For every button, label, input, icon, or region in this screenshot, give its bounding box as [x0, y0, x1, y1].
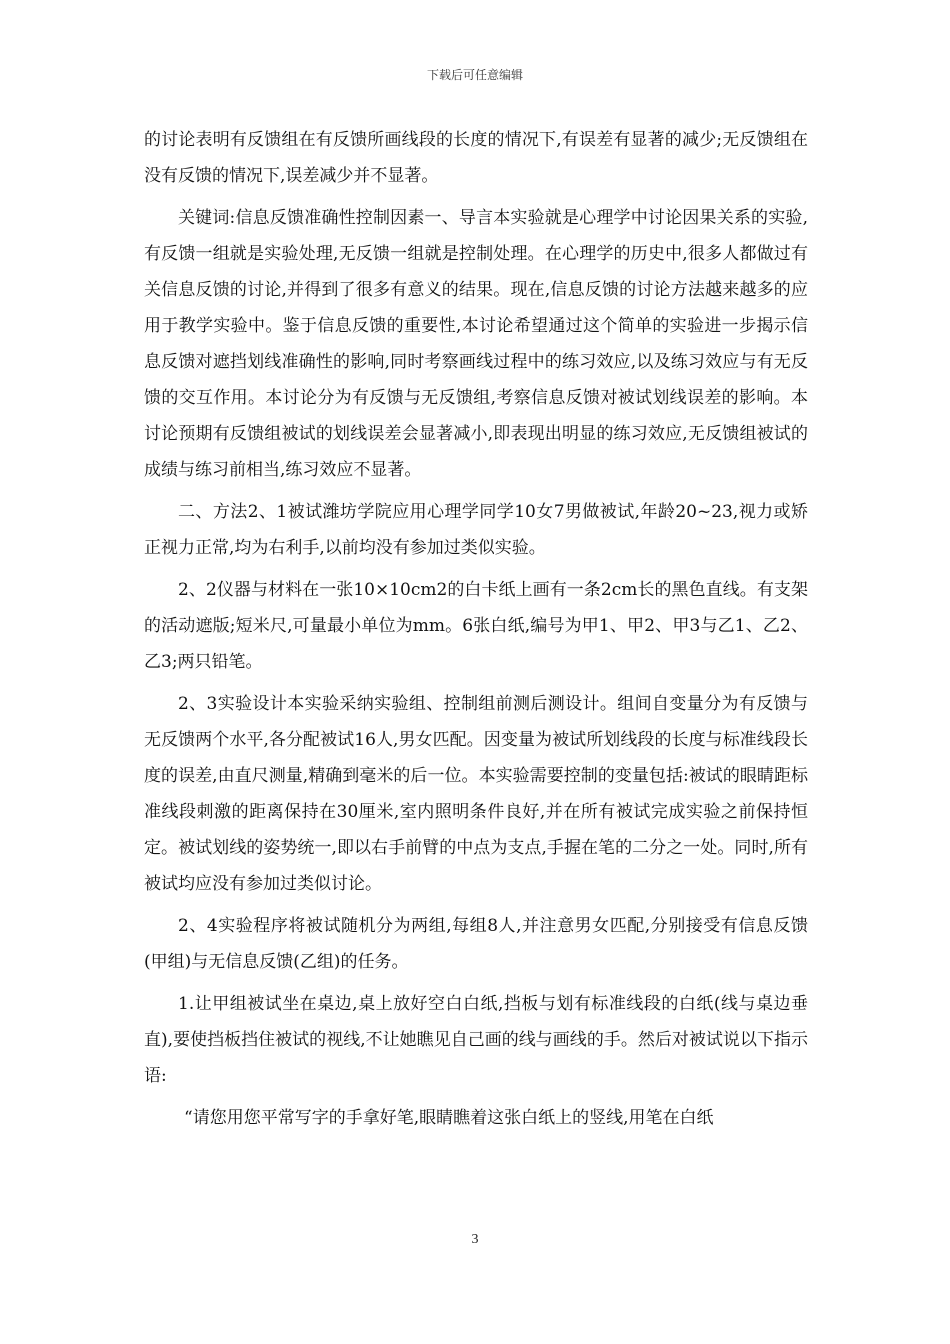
paragraph-procedure: 2、4实验程序将被试随机分为两组,每组8人,并注意男女匹配,分别接受有信息反馈(甲组)与无信息反馈(乙组)的任务。 — [144, 916, 808, 972]
page-number: 3 — [471, 1232, 479, 1247]
paragraph-method-subjects: 二、方法2、1被试潍坊学院应用心理学同学10女7男做被试,年龄20~23,视力或矫正视力正常,均为右利手,以前均没有参加过类似实验。 — [144, 502, 808, 558]
paragraph-design: 2、3实验设计本实验采纳实验组、控制组前测后测设计。组间自变量分为有反馈与无反馈两个水平,各分配被试16人,男女匹配。因变量为被试所划线段的长度与标准线段长度的误差,由直尺测量,精确到毫米的后一位。本实验需要控制的变量包括:被试的眼睛距标准线段刺激的距离保持在30厘米,室内照明条件良好,并在所有被试完成实验之前保持恒定。被试划线的姿势统一,即以右手前臂的中点为支点,手握在笔的二分之一处。同时,所有被试均应没有参加过类似讨论。 — [144, 694, 808, 894]
paragraph-abstract-tail: 的讨论表明有反馈组在有反馈所画线段的长度的情况下,有误差有显著的减少;无反馈组在没有反馈的情况下,误差减少并不显著。 — [144, 130, 808, 186]
paragraph-apparatus: 2、2仪器与材料在一张10×10cm2的白卡纸上画有一条2cm长的黑色直线。有支架的活动遮版;短米尺,可量最小单位为mm。6张白纸,编号为甲1、甲2、甲3与乙1、乙2、乙3;两只铅笔。 — [144, 580, 808, 672]
paragraph-step-1: 1.让甲组被试坐在桌边,桌上放好空白白纸,挡板与划有标准线段的白纸(线与桌边垂直),要使挡板挡住被试的视线,不让她瞧见自己画的线与画线的手。然后对被试说以下指示语: — [144, 994, 808, 1086]
document-body — [144, 122, 808, 1142]
page-header: 下载后可任意编辑 — [426, 68, 523, 82]
paragraph-keywords-intro: 关键词:信息反馈准确性控制因素一、导言本实验就是心理学中讨论因果关系的实验,有反馈一组就是实验处理,无反馈一组就是控制处理。在心理学的历史中,很多人都做过有关信息反馈的讨论,并得到了很多有意义的结果。现在,信息反馈的讨论方法越来越多的应用于教学实验中。鉴于信息反馈的重要性,本讨论希望通过这个简单的实验进一步揭示信息反馈对遮挡划线准确性的影响,同时考察画线过程中的练习效应,以及练习效应与有无反馈的交互作用。本讨论分为有反馈与无反馈组,考察信息反馈对被试划线误差的影响。本讨论预期有反馈组被试的划线误差会显著减小,即表现出明显的练习效应,无反馈组被试的成绩与练习前相当,练习效应不显著。 — [144, 208, 808, 480]
paragraph-instruction-quote: “请您用您平常写字的手拿好笔,眼睛瞧着这张白纸上的竖线,用笔在白纸 — [184, 1108, 714, 1128]
